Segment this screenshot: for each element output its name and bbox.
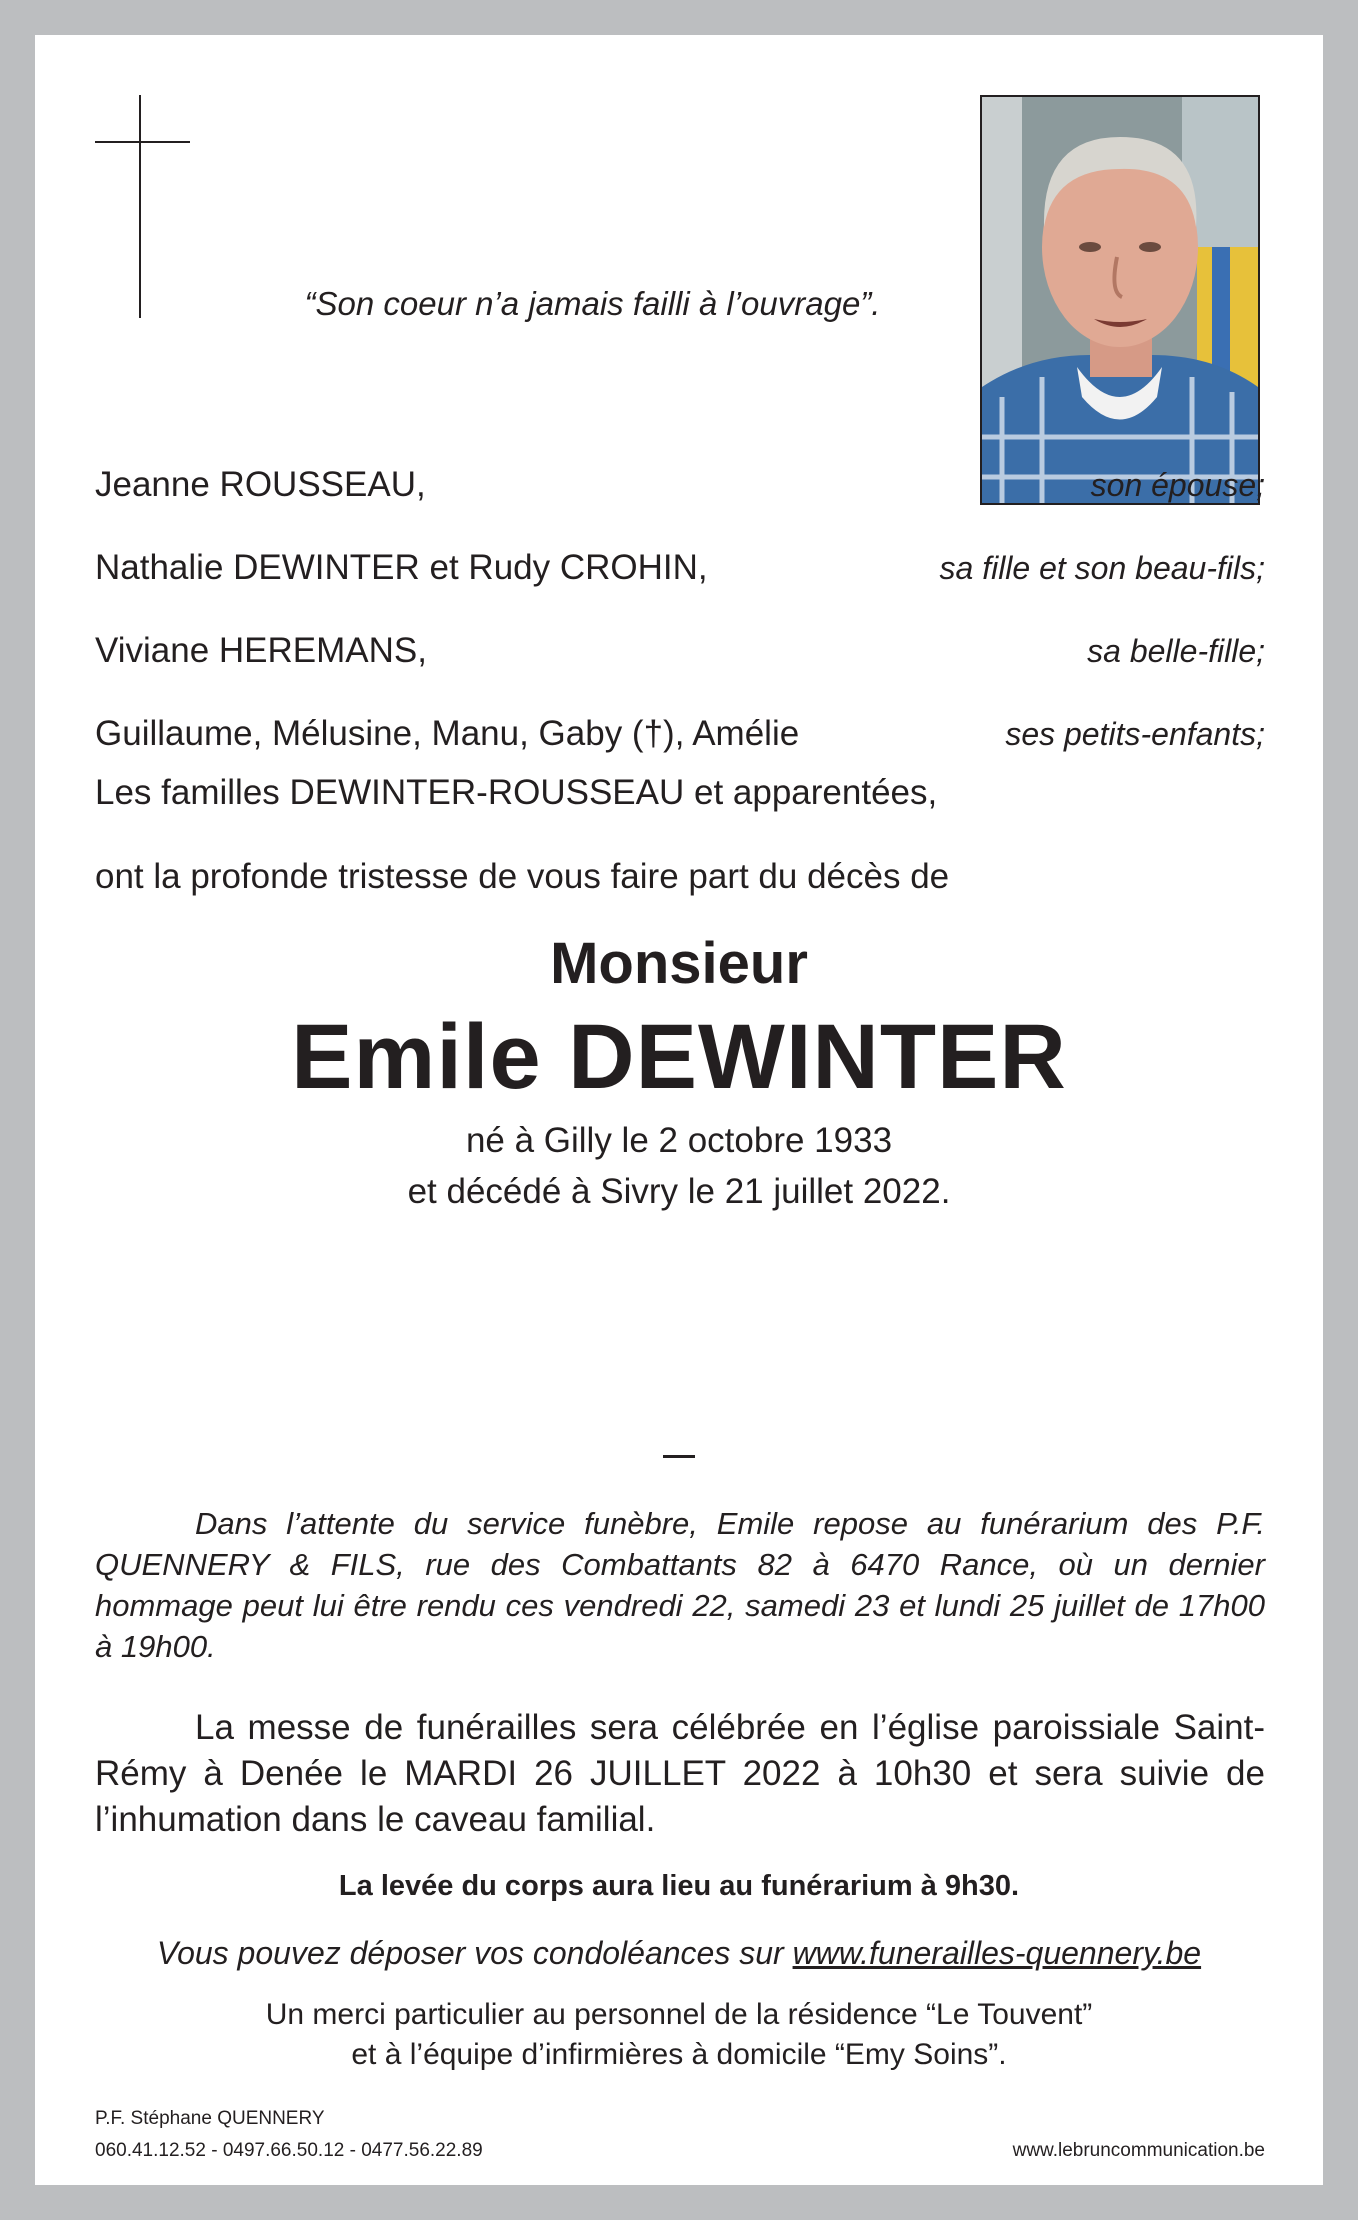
family-member-role: sa belle-fille; xyxy=(1087,633,1265,669)
condolences-line xyxy=(35,1935,1323,1972)
repose-paragraph: Dans l’attente du service funèbre, Emile repose au funérarium des P.F. QUENNERY & FILS, rue des Combattants 82 à 6470 Rance, où un dernier hommage peut lui être rendu ces vendredi 22, samedi 23 et lundi 25 juillet de 17h00 à 19h00. xyxy=(95,1506,1265,1664)
death-line: et décédé à Sivry le 21 juillet 2022. xyxy=(407,1172,951,1211)
funeral-home-phones: 060.41.12.52 - 0497.66.50.12 - 0477.56.22.89 xyxy=(95,2140,483,2161)
family-member-name: Viviane HEREMANS, xyxy=(95,631,427,670)
families-line: Les familles DEWINTER-ROUSSEAU et apparentées, xyxy=(95,773,938,812)
portrait-photo xyxy=(980,95,1260,505)
portrait-illustration xyxy=(982,97,1258,503)
condolences-prefix: Vous pouvez déposer vos condoléances sur xyxy=(156,1935,784,1971)
family-member-name: Guillaume, Mélusine, Manu, Gaby (†), Amélie xyxy=(95,714,800,753)
family-row xyxy=(95,626,1265,676)
cross-icon-bar xyxy=(95,141,190,143)
separator-dash xyxy=(663,1455,695,1458)
thanks-line-1: Un merci particulier au personnel de la résidence “Le Touvent” xyxy=(265,1998,1093,2031)
levee-line: La levée du corps aura lieu au funérarium à 9h30. xyxy=(338,1870,1020,1902)
honorific-title: Monsieur xyxy=(550,931,808,996)
family-member-name: Nathalie DEWINTER et Rudy CROHIN, xyxy=(95,548,708,587)
deceased-name: Emile DEWINTER xyxy=(291,1006,1067,1108)
birth-line: né à Gilly le 2 octobre 1933 xyxy=(465,1121,893,1160)
printer-website: www.lebruncommunication.be xyxy=(1012,2140,1265,2161)
thanks-line-2: et à l’équipe d’infirmières à domicile “Emy Soins”. xyxy=(351,2038,1007,2071)
family-member-role: ses petits-enfants; xyxy=(1005,716,1265,752)
epitaph-quote: “Son coeur n’a jamais failli à l’ouvrage”. xyxy=(304,285,881,322)
mass-paragraph: La messe de funérailles sera célébrée en l’église paroissiale Saint-Rémy à Denée le MARDI 26 JUILLET 2022 à 10h30 et sera suivie de l’inhumation dans le caveau familial. xyxy=(95,1708,1265,1839)
family-row xyxy=(95,709,1265,759)
obituary-card xyxy=(35,35,1323,2185)
announcement-line: ont la profonde tristesse de vous faire part du décès de xyxy=(95,857,950,896)
family-row xyxy=(95,543,1265,593)
condolences-link[interactable]: www.funerailles-quennery.be xyxy=(792,1935,1202,1971)
family-row xyxy=(95,460,1265,510)
family-member-role: sa fille et son beau-fils; xyxy=(939,550,1265,586)
family-member-name: Jeanne ROUSSEAU, xyxy=(95,465,426,504)
family-member-role: son épouse; xyxy=(1090,467,1265,503)
funeral-home-name: P.F. Stéphane QUENNERY xyxy=(95,2108,325,2129)
